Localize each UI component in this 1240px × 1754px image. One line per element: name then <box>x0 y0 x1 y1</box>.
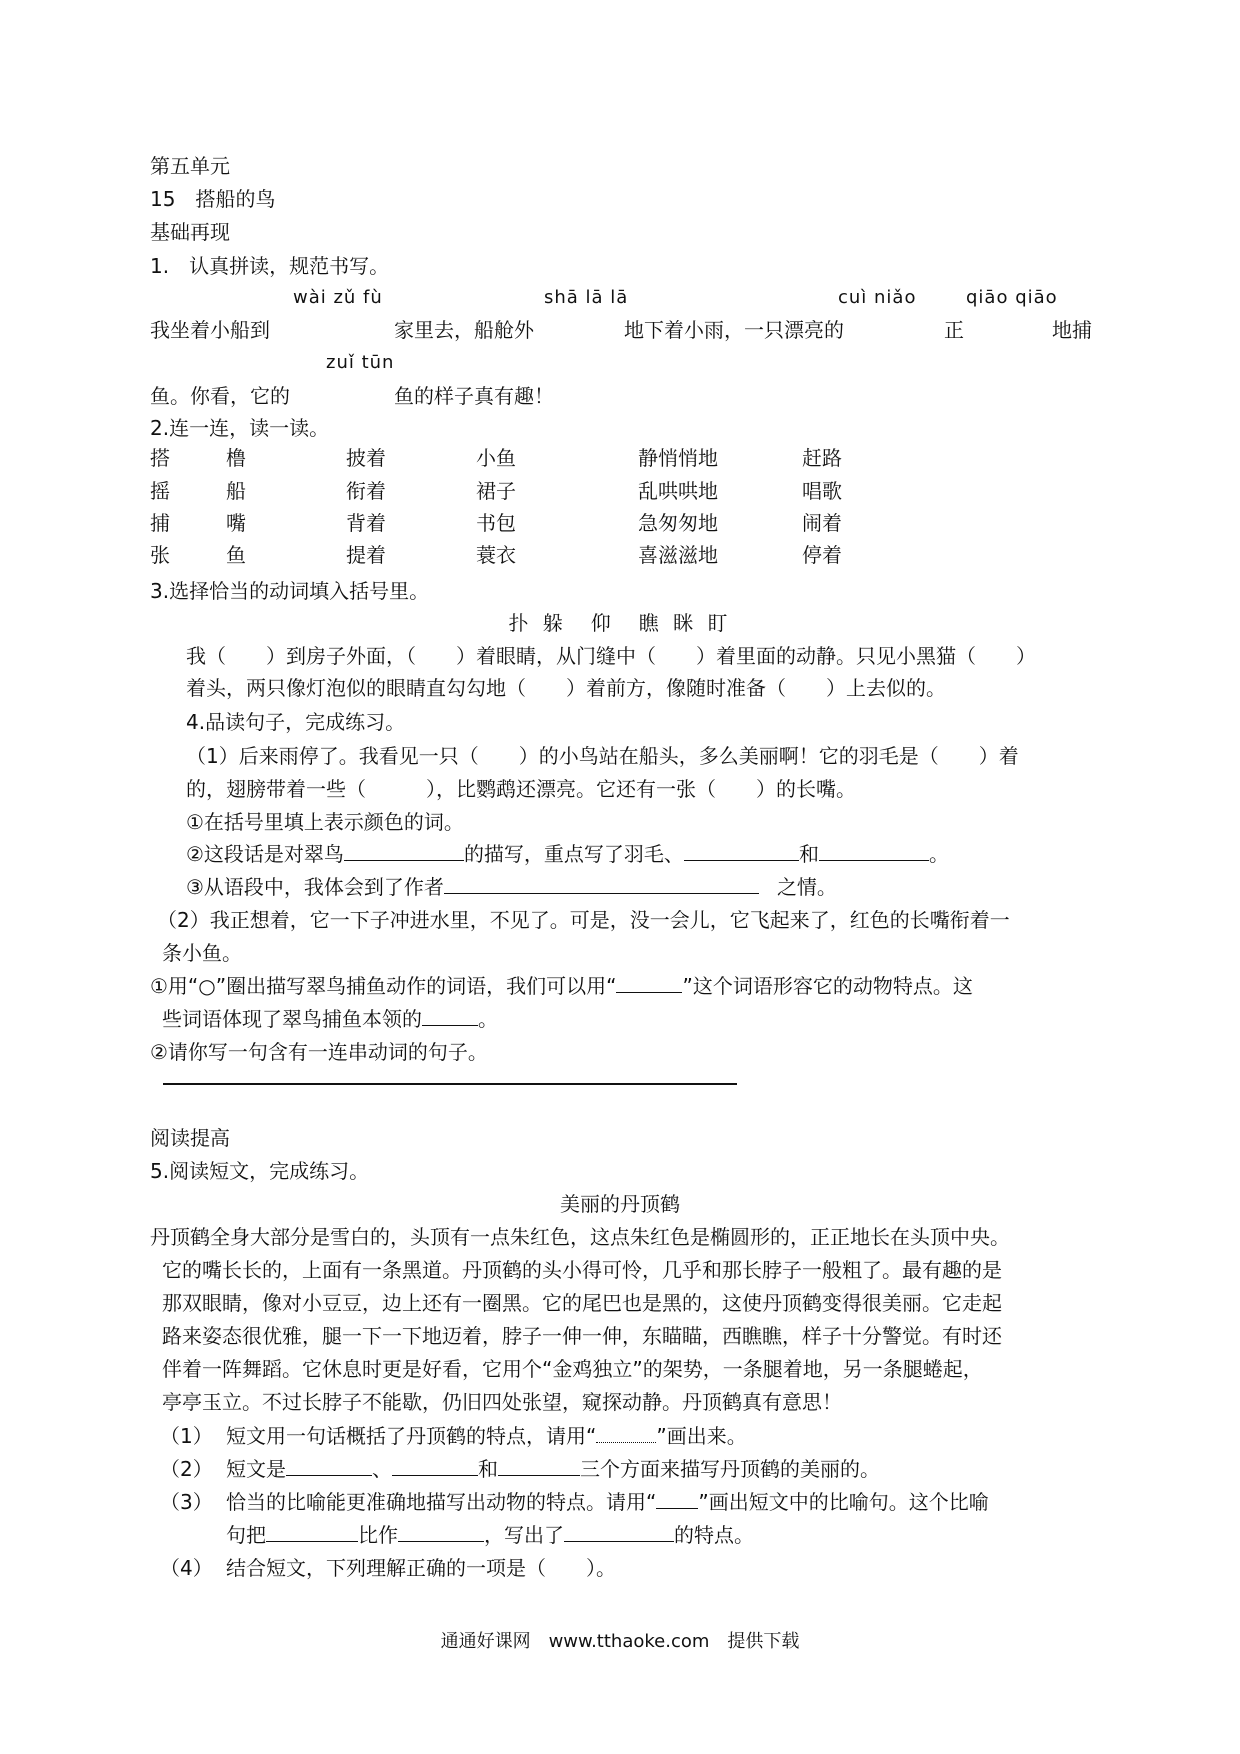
q2-cell-r3-c3[interactable]: 背着 <box>346 511 386 535</box>
q4-p2-q1-line1: ①用“○”圈出描写翠鸟捕鱼动作的词语，我们可以用“ ”这个词语形容它的动物特点。这 <box>150 974 973 998</box>
q2-cell-r2-c1[interactable]: 摇 <box>150 479 170 503</box>
blank[interactable] <box>344 840 464 861</box>
q2-cell-r1-c2[interactable]: 橹 <box>226 446 246 470</box>
q4-p2-line2: 条小鱼。 <box>162 941 242 965</box>
passage-line-6: 亭亭玉立。不过长脖子不能歇，仍旧四处张望，窥探动静。丹顶鹤真有意思！ <box>162 1390 842 1414</box>
q4-label: 4.品读句子，完成练习。 <box>186 710 406 734</box>
blank[interactable] <box>498 1455 580 1476</box>
q5-item-2: 短文是 、 和 三个方面来描写丹顶鹤的美丽的。 <box>226 1457 880 1481</box>
q2-cell-r3-c1[interactable]: 捕 <box>150 511 170 535</box>
q1-line1-part4: 正 <box>944 318 964 342</box>
q5-item-4: 结合短文，下列理解正确的一项是（ ）。 <box>226 1556 616 1580</box>
blank[interactable] <box>564 1521 674 1542</box>
pinyin-qiaoqiao: qiāo qiāo <box>966 287 1058 308</box>
blank[interactable] <box>684 840 799 861</box>
q2-cell-r3-c4[interactable]: 书包 <box>476 511 516 535</box>
q5-item-3-num: （3） <box>160 1490 213 1514</box>
q2-cell-r2-c6[interactable]: 唱歌 <box>802 479 842 503</box>
q2-cell-r1-c6[interactable]: 赶路 <box>802 446 842 470</box>
q4-p1-line1: （1）后来雨停了。我看见一只（ ）的小鸟站在船头，多么美丽啊！它的羽毛是（ ）着 <box>186 744 1019 768</box>
q2-cell-r4-c6[interactable]: 停着 <box>802 543 842 567</box>
q2-cell-r1-c1[interactable]: 搭 <box>150 446 170 470</box>
pinyin-shalala: shā lā lā <box>544 287 629 308</box>
q2-cell-r4-c1[interactable]: 张 <box>150 543 170 567</box>
q5-item-4-num: （4） <box>160 1556 213 1580</box>
footer-text: 通通好课网 www.tthaoke.com 提供下载 <box>440 1631 800 1652</box>
q5-item-3: 恰当的比喻能更准确地描写出动物的特点。请用“ ”画出短文中的比喻句。这个比喻 <box>226 1490 989 1514</box>
q4-p2-q2: ②请你写一句含有一连串动词的句子。 <box>150 1040 488 1064</box>
blank[interactable] <box>392 1455 478 1476</box>
q2-cell-r4-c5[interactable]: 喜滋滋地 <box>638 543 718 567</box>
q1-label: 1. 认真拼读，规范书写。 <box>150 254 390 278</box>
line-sample <box>656 1488 698 1509</box>
q2-cell-r4-c3[interactable]: 提着 <box>346 543 386 567</box>
q2-cell-r1-c4[interactable]: 小鱼 <box>476 446 516 470</box>
q5-item-3-line2: 句把 比作 ，写出了 的特点。 <box>226 1523 754 1547</box>
q2-cell-r2-c5[interactable]: 乱哄哄地 <box>638 479 718 503</box>
q4-sub3: ③从语段中，我体会到了作者 之情。 <box>186 875 837 899</box>
q4-p1-line2: 的，翅膀带着一些（ ），比鹦鹉还漂亮。它还有一张（ ）的长嘴。 <box>186 777 856 801</box>
q1-line1-part1: 我坐着小船到 <box>150 318 270 342</box>
answer-line[interactable] <box>163 1083 737 1085</box>
lesson-title: 15 搭船的鸟 <box>150 187 276 211</box>
section-reading: 阅读提高 <box>150 1126 230 1150</box>
blank[interactable] <box>444 873 759 894</box>
passage-line-5: 伴着一阵舞蹈。它休息时更是好看，它用个“金鸡独立”的架势，一条腿着地，另一条腿蜷起， <box>162 1357 983 1381</box>
q1-line1-part2: 家里去，船舱外 <box>394 318 534 342</box>
q5-label: 5.阅读短文，完成练习。 <box>150 1159 370 1183</box>
passage-line-1: 丹顶鹤全身大部分是雪白的，头顶有一点朱红色，这点朱红色是椭圆形的，正正地长在头顶中央。 <box>150 1225 1010 1249</box>
q2-cell-r1-c5[interactable]: 静悄悄地 <box>638 446 718 470</box>
q2-cell-r2-c4[interactable]: 裙子 <box>476 479 516 503</box>
blank[interactable] <box>422 1005 478 1026</box>
q2-cell-r4-c4[interactable]: 蓑衣 <box>476 543 516 567</box>
wavy-line-sample <box>596 1422 656 1443</box>
passage-line-2: 它的嘴长长的，上面有一条黑道。丹顶鹤的头小得可怜，几乎和那长脖子一般粗了。最有趣的是 <box>162 1258 1002 1282</box>
q4-sub2: ②这段话是对翠鸟 的描写，重点写了羽毛、 和 。 <box>186 842 949 866</box>
q3-word-bank: 扑 躲 仰 瞧 眯 盯 <box>508 611 732 635</box>
q2-cell-r2-c3[interactable]: 衔着 <box>346 479 386 503</box>
blank[interactable] <box>398 1521 484 1542</box>
passage-line-3: 那双眼睛，像对小豆豆，边上还有一圈黑。它的尾巴也是黑的，这使丹顶鹤变得很美丽。它走起 <box>162 1291 1002 1315</box>
blank[interactable] <box>819 840 929 861</box>
q4-p2-line1: （2）我正想着，它一下子冲进水里，不见了。可是，没一会儿，它飞起来了，红色的长嘴衔着一 <box>157 908 1010 932</box>
q2-cell-r4-c2[interactable]: 鱼 <box>226 543 246 567</box>
unit-title: 第五单元 <box>150 154 230 178</box>
q3-label: 3.选择恰当的动词填入括号里。 <box>150 579 430 603</box>
q3-line2: 着头，两只像灯泡似的眼睛直勾勾地（ ）着前方，像随时准备（ ）上去似的。 <box>186 676 946 700</box>
q2-cell-r2-c2[interactable]: 船 <box>226 479 246 503</box>
blank[interactable] <box>616 972 682 993</box>
section-basic: 基础再现 <box>150 220 230 244</box>
q3-line1: 我（ ）到房子外面，（ ）着眼睛，从门缝中（ ）着里面的动静。只见小黑猫（ ） <box>186 644 1036 668</box>
q5-item-1: 短文用一句话概括了丹顶鹤的特点，请用“ ”画出来。 <box>226 1424 747 1448</box>
q2-label: 2.连一连，读一读。 <box>150 416 330 440</box>
q4-p2-q1-line2: 些词语体现了翠鸟捕鱼本领的 。 <box>162 1007 498 1031</box>
blank[interactable] <box>266 1521 358 1542</box>
q2-cell-r3-c5[interactable]: 急匆匆地 <box>638 511 718 535</box>
pinyin-zuitun: zuǐ tūn <box>326 352 395 373</box>
passage-line-4: 路来姿态很优雅，腿一下一下地迈着，脖子一伸一伸，东瞄瞄，西瞧瞧，样子十分警觉。有时还 <box>162 1324 1002 1348</box>
q2-cell-r1-c3[interactable]: 披着 <box>346 446 386 470</box>
passage-title: 美丽的丹顶鹤 <box>560 1192 680 1216</box>
pinyin-cuiniao: cuì niǎo <box>838 287 917 308</box>
q1-line2-part1: 鱼。你看，它的 <box>150 384 290 408</box>
q2-cell-r3-c2[interactable]: 嘴 <box>226 511 246 535</box>
q1-line1-part5: 地捕 <box>1052 318 1092 342</box>
q1-line2-part2: 鱼的样子真有趣！ <box>394 384 554 408</box>
pinyin-waizufu: wài zǔ fù <box>293 287 383 308</box>
q1-line1-part3: 地下着小雨，一只漂亮的 <box>624 318 844 342</box>
q5-item-1-num: （1） <box>160 1424 213 1448</box>
blank[interactable] <box>286 1455 372 1476</box>
q2-cell-r3-c6[interactable]: 闹着 <box>802 511 842 535</box>
q5-item-2-num: （2） <box>160 1457 213 1481</box>
q4-sub1: ①在括号里填上表示颜色的词。 <box>186 810 464 834</box>
